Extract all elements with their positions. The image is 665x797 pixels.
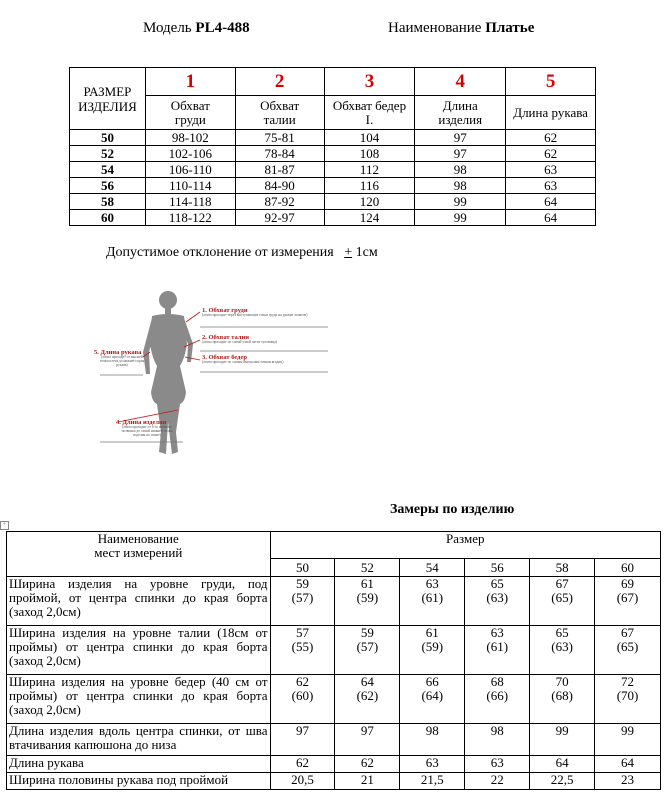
measurement-value: 62	[296, 674, 309, 689]
measurement-row	[7, 675, 661, 724]
measurement-value: 57	[296, 625, 309, 640]
measurement-alt-value: (70)	[616, 688, 639, 703]
measurement-value: 102-106	[145, 146, 235, 162]
measurement-cell	[595, 675, 661, 724]
measurement-row	[7, 577, 661, 626]
size-value: 52	[70, 146, 146, 162]
measurement-value: 63	[490, 625, 504, 640]
measurement-value: 21,5	[420, 772, 444, 787]
measurement-alt-value: (63)	[486, 590, 509, 605]
measurement-cell	[335, 675, 400, 724]
size-value: 58	[70, 194, 146, 210]
size-value: 56	[70, 178, 146, 194]
measurement-cell	[465, 577, 530, 626]
measurement-cell	[335, 773, 400, 790]
size-row	[70, 194, 596, 210]
measurement-value: 62	[296, 755, 309, 770]
measurement-value: 64	[621, 755, 635, 770]
measurement-alt-value: (61)	[486, 639, 509, 654]
size-row	[70, 162, 596, 178]
measurement-cell	[465, 675, 530, 724]
measurement-value: 63	[425, 576, 439, 591]
size-chart-table	[69, 67, 596, 226]
measurement-value: 106-110	[145, 162, 235, 178]
measurement-value: 97	[296, 723, 309, 738]
measurement-cell	[530, 773, 595, 790]
size-row	[70, 146, 596, 162]
column-number: 5	[506, 68, 596, 96]
measurement-cell	[465, 724, 530, 756]
measurement-alt-value: (64)	[421, 688, 444, 703]
measurement-cell	[465, 756, 530, 773]
measurement-cell	[270, 675, 335, 724]
measurement-value: 116	[324, 178, 415, 194]
measurement-cell	[530, 675, 595, 724]
measurement-value: 62	[506, 130, 596, 146]
measurement-alt-value: (59)	[356, 590, 379, 605]
measurement-row	[7, 756, 661, 773]
measurement-cell	[595, 626, 661, 675]
measurement-value: 108	[324, 146, 415, 162]
measurement-cell	[530, 724, 595, 756]
measurement-alt-value: (63)	[551, 639, 573, 654]
measurement-value: 97	[415, 130, 506, 146]
measurement-value: 61	[425, 625, 439, 640]
column-number: 4	[415, 68, 506, 96]
measurement-value: 21	[360, 772, 374, 787]
size-column-header: 56	[465, 559, 530, 577]
figure-note-sleeve: (лента проходит от высшей точки плеча до нижнего края рукава)	[99, 355, 145, 368]
measurement-row	[7, 724, 661, 756]
measurement-alt-value: (61)	[421, 590, 444, 605]
measurement-value: 64	[506, 194, 596, 210]
measurement-value: 64	[360, 674, 374, 689]
measurement-cell	[400, 626, 465, 675]
measurement-value: 99	[555, 723, 569, 738]
measurement-alt-value: (65)	[616, 639, 639, 654]
figure-note-hips: (лента проходит по самым выпуклым точкам ягодиц)	[202, 360, 284, 364]
column-number: 2	[235, 68, 324, 96]
measurements-title: Замеры по изделию	[390, 502, 515, 517]
measurement-value: 62	[506, 146, 596, 162]
measurement-value: 112	[324, 162, 415, 178]
measurement-value: 22	[490, 772, 504, 787]
column-label: Длина изделия	[415, 96, 506, 130]
measurement-value: 65	[490, 576, 504, 591]
measurement-value: 78-84	[235, 146, 324, 162]
measurement-value: 63	[506, 178, 596, 194]
measurement-alt-value: (65)	[551, 590, 573, 605]
size-row	[70, 178, 596, 194]
measurement-value: 99	[621, 723, 635, 738]
measurement-cell	[400, 675, 465, 724]
figure-label-hips: 3. Обхват бедер	[202, 354, 247, 361]
measurement-value: 81-87	[235, 162, 324, 178]
measurement-cell	[335, 577, 400, 626]
measurement-name: Длина рукава	[7, 756, 271, 773]
size-value: 50	[70, 130, 146, 146]
measurement-value: 64	[555, 755, 569, 770]
garment-measurements-table	[6, 531, 661, 790]
size-value: 60	[70, 210, 146, 226]
tolerance-note: Допустимое отклонение от измерения + 1см	[106, 245, 378, 260]
measurement-cell	[270, 626, 335, 675]
measurement-name: Ширина изделия на уровне бедер (40 см от проймы) от центра спинки до края борта (заход 2,0см)	[7, 675, 271, 724]
measurement-value: 98	[425, 723, 439, 738]
figure-note-length: (лента проходит от 6-го шейного позвонка до самой нижней точки изделия по спине)	[121, 425, 173, 438]
measurement-alt-value: (67)	[616, 590, 639, 605]
measurement-value: 68	[490, 674, 504, 689]
measurement-value: 114-118	[145, 194, 235, 210]
measurement-value: 22,5	[550, 772, 574, 787]
measurement-value: 110-114	[145, 178, 235, 194]
measurement-cell	[530, 577, 595, 626]
measurement-alt-value: (68)	[551, 688, 573, 703]
measurement-value: 70	[555, 674, 569, 689]
measurement-value: 64	[506, 210, 596, 226]
measurement-value: 104	[324, 130, 415, 146]
measurement-value: 66	[425, 674, 439, 689]
size-column-header: 50	[270, 559, 335, 577]
measurement-name: Ширина изделия на уровне талии (18см от проймы) от центра спинки до края борта (заход 2,0см)	[7, 626, 271, 675]
measurement-value: 65	[555, 625, 569, 640]
table-move-handle[interactable]: +	[0, 521, 9, 530]
measurement-value: 59	[360, 625, 374, 640]
size-group-header: Размер	[270, 532, 660, 559]
product-name-heading: Наименование Платье	[388, 20, 535, 36]
measurement-cell	[335, 724, 400, 756]
measurement-value: 98-102	[145, 130, 235, 146]
figure-label-length: 4. Длина изделия	[116, 419, 167, 426]
size-column-header: 54	[400, 559, 465, 577]
measurement-cell	[400, 773, 465, 790]
measurement-cell	[595, 773, 661, 790]
column-label: Обхват груди	[145, 96, 235, 130]
measurement-value: 69	[621, 576, 635, 591]
column-label: Обхват бедер I.	[324, 96, 415, 130]
measurement-cell	[465, 626, 530, 675]
column-label: Длина рукава	[506, 96, 596, 130]
measurement-cell	[270, 577, 335, 626]
measurement-value: 124	[324, 210, 415, 226]
measurement-cell	[400, 577, 465, 626]
measurement-cell	[530, 756, 595, 773]
column-label: Обхват талии	[235, 96, 324, 130]
figure-label-chest: 1. Обхват груди	[202, 307, 248, 314]
size-value: 54	[70, 162, 146, 178]
measurement-value: 97	[415, 146, 506, 162]
measurement-value: 120	[324, 194, 415, 210]
measurement-value: 98	[415, 162, 506, 178]
measurement-cell	[270, 756, 335, 773]
figure-label-sleeve: 5. Длина рукава	[94, 349, 142, 356]
product-name: Платье	[485, 20, 535, 36]
measurement-cell	[335, 626, 400, 675]
size-row	[70, 210, 596, 226]
measurement-alt-value: (57)	[291, 590, 314, 605]
measurement-alt-value: (66)	[486, 688, 509, 703]
figure-note-chest: (лента проходит через выступающие точки груди на уровне лопаток)	[202, 313, 308, 317]
measurement-value: 98	[490, 723, 504, 738]
measurement-value: 72	[621, 674, 635, 689]
column-number: 1	[145, 68, 235, 96]
measurement-alt-value: (55)	[291, 639, 314, 654]
measurement-cell	[270, 724, 335, 756]
model-code: PL4-488	[195, 20, 250, 36]
measurement-value: 63	[490, 755, 504, 770]
measurement-cell	[270, 773, 335, 790]
measurement-cell	[595, 756, 661, 773]
measurement-name: Ширина половины рукава под проймой	[7, 773, 271, 790]
column-number: 3	[324, 68, 415, 96]
measurement-cell	[530, 626, 595, 675]
size-column-header: 60	[595, 559, 661, 577]
measurement-value: 118-122	[145, 210, 235, 226]
measurement-value: 61	[360, 576, 374, 591]
measurement-row	[7, 626, 661, 675]
size-column-header: 58	[530, 559, 595, 577]
measurement-cell	[595, 577, 661, 626]
measurement-row	[7, 773, 661, 790]
measurement-name: Ширина изделия на уровне груди, под проймой, от центра спинки до края борта (заход 2,0см)	[7, 577, 271, 626]
measurement-cell	[335, 756, 400, 773]
size-column-header: 52	[335, 559, 400, 577]
measurement-alt-value: (62)	[356, 688, 379, 703]
measurement-alt-value: (59)	[421, 639, 444, 654]
measurement-value: 63	[506, 162, 596, 178]
measurement-name: Длина изделия вдоль центра спинки, от шва втачивания капюшона до низа	[7, 724, 271, 756]
measurement-value: 63	[425, 755, 439, 770]
measurement-value: 92-97	[235, 210, 324, 226]
measurement-value: 20,5	[291, 772, 314, 787]
figure-note-waist: (лента проходит по самой узкой части туловища)	[202, 340, 278, 344]
measurement-value: 23	[621, 772, 635, 787]
figure-label-waist: 2. Обхват талии	[202, 334, 249, 341]
measurement-value: 99	[415, 210, 506, 226]
measurement-value: 59	[296, 576, 309, 591]
measurement-cell	[595, 724, 661, 756]
measurement-value: 97	[360, 723, 374, 738]
size-row	[70, 130, 596, 146]
measurement-figure	[88, 282, 333, 460]
measurement-value: 75-81	[235, 130, 324, 146]
measurement-cell	[465, 773, 530, 790]
measurement-alt-value: (60)	[291, 688, 314, 703]
measurement-value: 84-90	[235, 178, 324, 194]
measurement-cell	[400, 756, 465, 773]
measurement-cell	[400, 724, 465, 756]
measurement-name-header: Наименование мест измерений	[7, 532, 271, 577]
model-heading: Модель PL4-488	[143, 20, 250, 36]
measurement-alt-value: (57)	[356, 639, 379, 654]
measurement-value: 67	[621, 625, 635, 640]
measurement-value: 62	[360, 755, 374, 770]
measurement-value: 67	[555, 576, 569, 591]
measurement-value: 87-92	[235, 194, 324, 210]
measurement-value: 98	[415, 178, 506, 194]
measurement-value: 99	[415, 194, 506, 210]
size-header-cell: РАЗМЕР ИЗДЕЛИЯ	[70, 68, 146, 130]
